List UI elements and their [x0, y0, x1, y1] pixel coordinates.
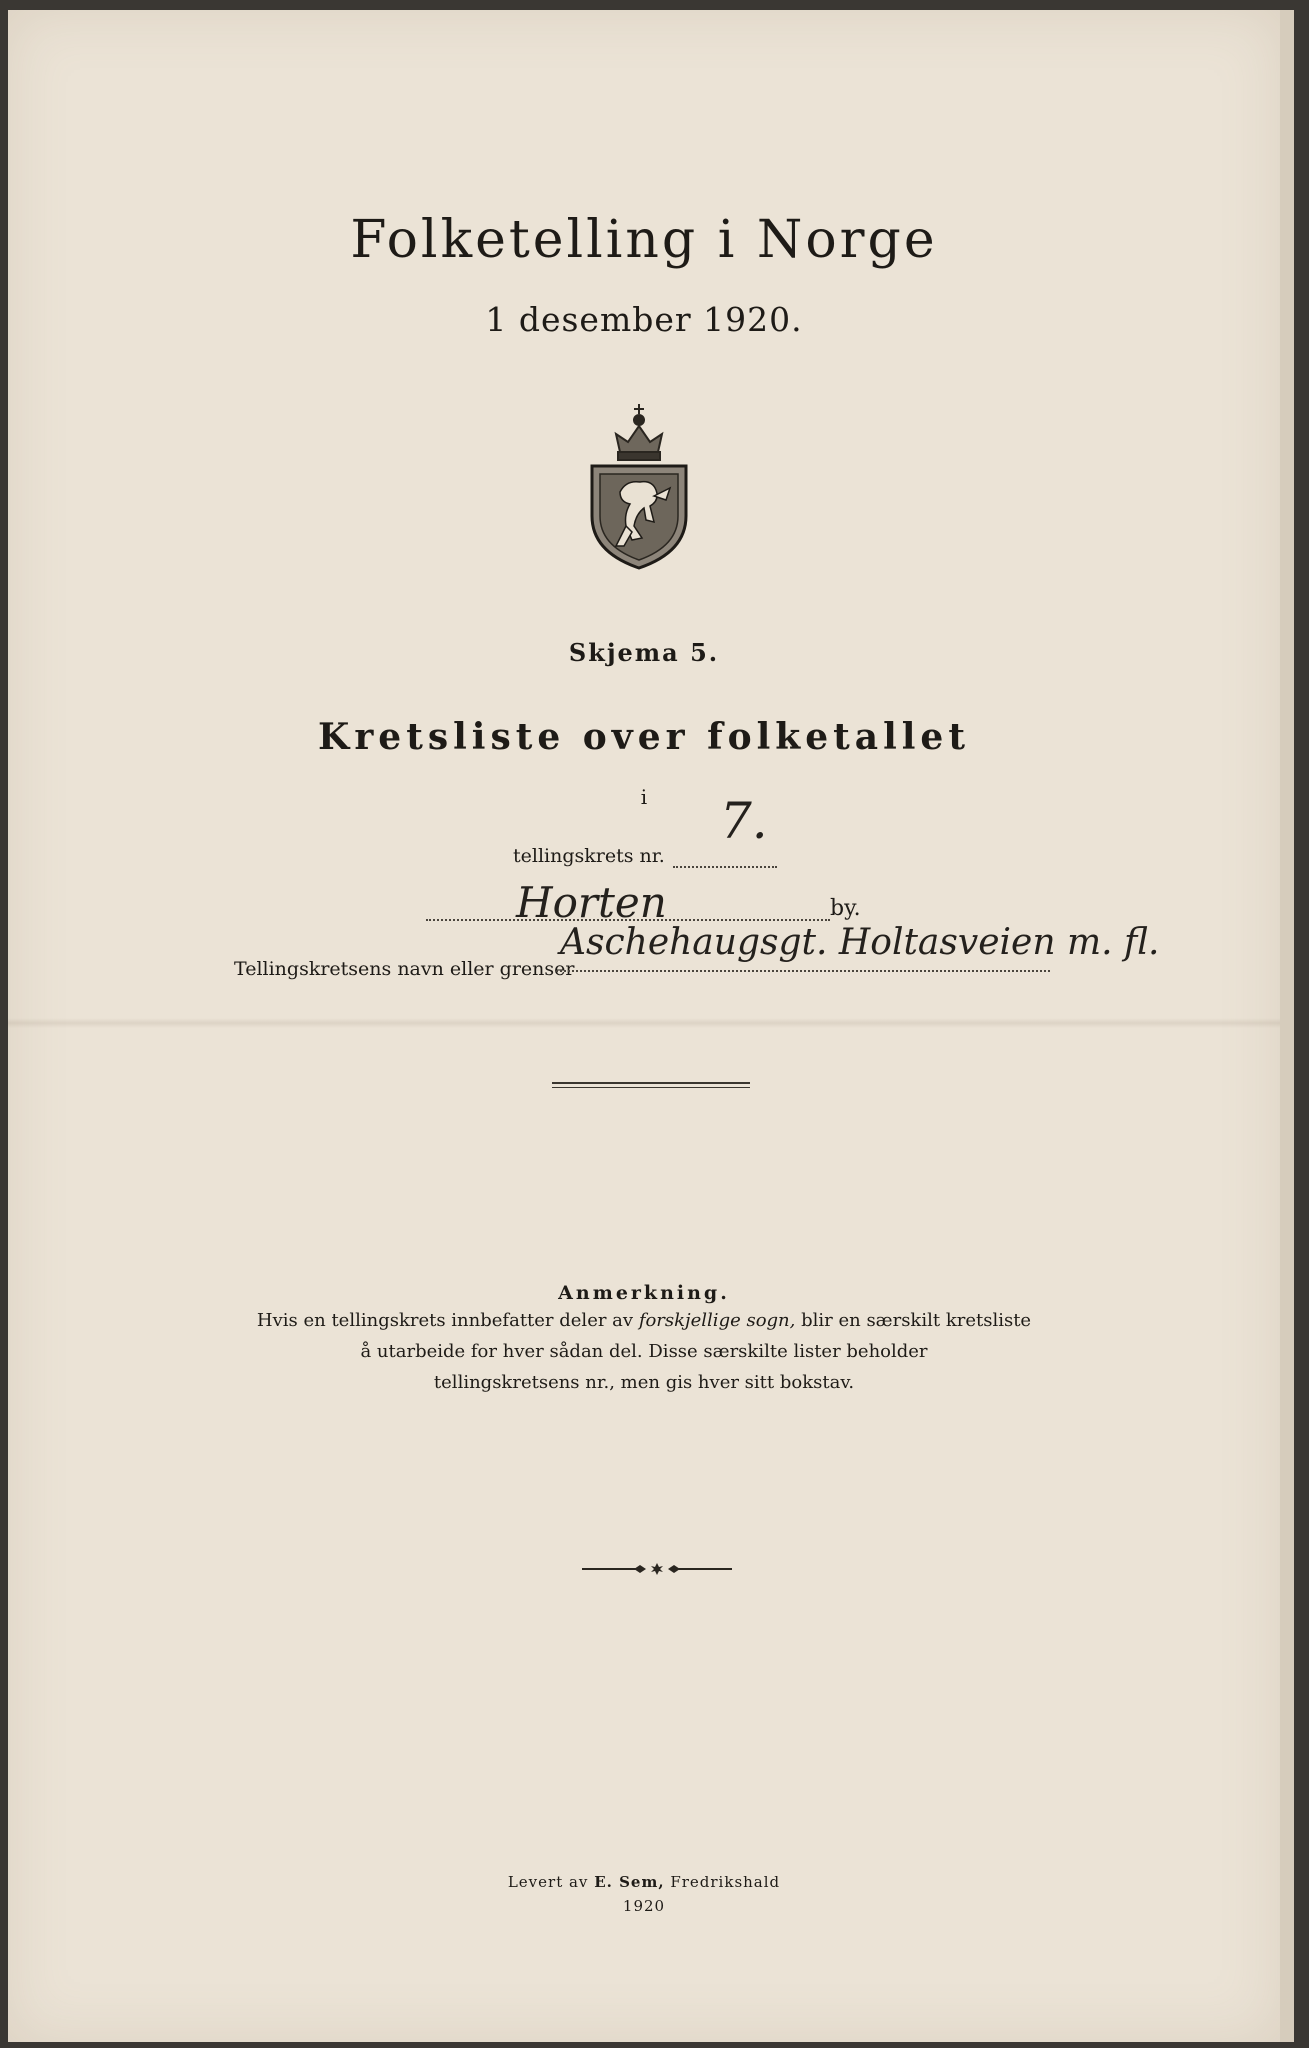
boundaries-line: [556, 970, 1050, 972]
district-number-handwritten: 7.: [720, 792, 768, 850]
printer-line: Levert av E. Sem, Fredrikshald: [507, 1873, 781, 1891]
town-name-handwritten: Horten: [516, 878, 667, 927]
note-line-2: å utarbeide for hver sådan del. Disse særskilte lister beholder: [360, 1341, 928, 1362]
district-number-line: [673, 866, 777, 868]
boundaries-label: Tellingskretsens navn eller grenser: [234, 958, 575, 980]
preposition-label: i: [640, 785, 648, 809]
section-divider: [552, 1082, 750, 1084]
boundaries-handwritten: Aschehaugsgt. Holtasveien m. fl.: [560, 922, 1160, 963]
section-divider-thin: [552, 1087, 750, 1088]
document-date: 1 desember 1920.: [485, 300, 803, 339]
printer-credit: [8, 1870, 1280, 1918]
note-line-1: Hvis en tellingskrets innbefatter deler av forskjellige sogn, blir en særskilt kretsliste: [256, 1310, 1032, 1331]
document-title: Folketelling i Norge: [350, 210, 938, 270]
schema-number: Skjema 5.: [568, 638, 720, 667]
divider-ornament-icon: [582, 1562, 732, 1576]
note-title: Anmerkning.: [558, 1282, 730, 1304]
paper-fold: [8, 1018, 1280, 1028]
note-line-3: tellingskretsens nr., men gis hver sitt bokstav.: [433, 1372, 855, 1393]
printer-year: 1920: [622, 1897, 666, 1915]
note-body: [8, 1305, 1280, 1398]
printer-name: E. Sem,: [594, 1873, 665, 1891]
norwegian-coat-of-arms-icon: [590, 396, 688, 570]
district-number-label: tellingskrets nr.: [513, 845, 665, 867]
note-emphasis: forskjellige sogn,: [638, 1310, 796, 1331]
form-heading: Kretsliste over folketallet: [318, 716, 970, 758]
town-suffix: by.: [830, 896, 861, 921]
census-form-page: [8, 10, 1294, 2042]
